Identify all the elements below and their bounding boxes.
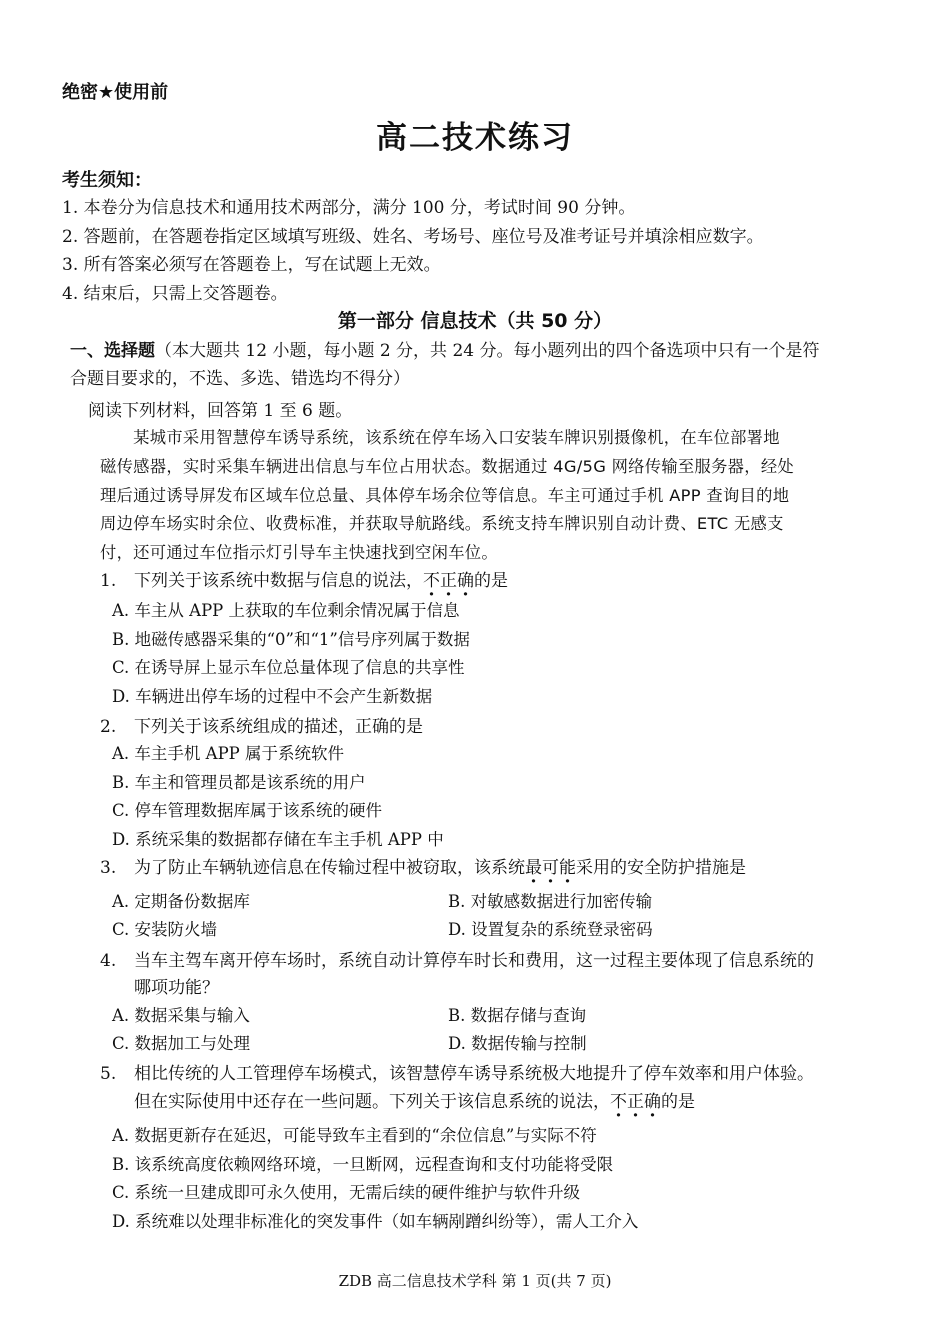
- notice-item: 4. 结束后，只需上交答题卷。: [62, 284, 288, 304]
- question-number: 5.: [100, 1064, 117, 1084]
- question-1-stem: [100, 566, 508, 591]
- option-d: D. 数据传输与控制: [448, 1034, 587, 1053]
- option-d: D. 车辆进出停车场的过程中不会产生新数据: [112, 687, 433, 706]
- emphasis-char: 确: [644, 1092, 661, 1112]
- option-b: B. 地磁传感器采集的“0”和“1”信号序列属于数据: [112, 630, 470, 649]
- question-text: 采用的安全防护措施是: [576, 858, 746, 878]
- page-footer: ZDB 高二信息技术学科 第 1 页(共 7 页): [338, 1272, 612, 1290]
- question-text: 下列关于该系统中数据与信息的说法，: [134, 571, 423, 591]
- material-line: 周边停车场实时余位、收费标准，并获取导航路线。系统支持车牌识别自动计费、ETC 无感支: [100, 514, 784, 533]
- question-5-stem-cont: [134, 1087, 695, 1112]
- question-text: 为了防止车辆轨迹信息在传输过程中被窃取，该系统: [134, 858, 525, 878]
- question-text: 相比传统的人工管理停车场模式，该智慧停车诱导系统极大地提升了停车效率和用户体验。: [134, 1064, 814, 1084]
- question-text: 下列关于该系统组成的描述，正确的是: [134, 717, 423, 737]
- emphasis-char: 正: [627, 1092, 644, 1112]
- question-number: 4.: [100, 951, 117, 971]
- notice-item: 2. 答题前，在答题卷指定区域填写班级、姓名、考场号、座位号及准考证号并填涂相应数字。: [62, 227, 764, 247]
- question-3-stem: [100, 853, 746, 878]
- option-d: D. 系统难以处理非标准化的突发事件（如车辆剐蹭纠纷等），需人工介入: [112, 1212, 639, 1231]
- option-b: B. 数据存储与查询: [448, 1006, 587, 1025]
- option-a: A. 数据更新存在延迟，可能导致车主看到的“余位信息”与实际不符: [112, 1126, 597, 1145]
- confidential-label: 绝密★使用前: [62, 82, 169, 103]
- question-2-stem: [100, 712, 423, 737]
- option-c: C. 停车管理数据库属于该系统的硬件: [112, 801, 383, 820]
- question-text: 当车主驾车离开停车场时，系统自动计算停车时长和费用，这一过程主要体现了信息系统的: [134, 951, 814, 971]
- section-label: 一、选择题: [70, 341, 155, 361]
- emphasis-char: 不: [610, 1092, 627, 1112]
- option-b: B. 对敏感数据进行加密传输: [448, 892, 653, 911]
- option-c: C. 系统一旦建成即可永久使用，无需后续的硬件维护与软件升级: [112, 1183, 581, 1202]
- question-text: 的是: [661, 1092, 695, 1112]
- emphasis-char: 可: [542, 858, 559, 878]
- emphasis-text: [610, 1092, 661, 1112]
- emphasis-text: [423, 571, 474, 591]
- material-line: 付，还可通过车位指示灯引导车主快速找到空闲车位。: [100, 543, 498, 562]
- emphasis-char: 确: [457, 571, 474, 591]
- emphasis-char: 正: [440, 571, 457, 591]
- question-number: 2.: [100, 717, 117, 737]
- section-description: （本大题共 12 小题，每小题 2 分，共 24 分。每小题列出的四个备选项中只有一个是符: [155, 341, 820, 361]
- option-b: B. 该系统高度依赖网络环境，一旦断网，远程查询和支付功能将受限: [112, 1155, 614, 1174]
- emphasis-char: 能: [559, 858, 576, 878]
- material-line: 理后通过诱导屏发布区域车位总量、具体停车场余位等信息。车主可通过手机 APP 查询目的地: [100, 486, 790, 505]
- option-a: A. 车主手机 APP 属于系统软件: [112, 744, 345, 763]
- emphasis-char: 不: [423, 571, 440, 591]
- section-heading: [70, 336, 820, 361]
- option-a: A. 数据采集与输入: [112, 1006, 250, 1025]
- emphasis-text: [525, 858, 576, 878]
- option-c: C. 在诱导屏上显示车位总量体现了信息的共享性: [112, 658, 465, 677]
- emphasis-char: 最: [525, 858, 542, 878]
- option-d: D. 系统采集的数据都存储在车主手机 APP 中: [112, 830, 444, 849]
- option-c: C. 数据加工与处理: [112, 1034, 251, 1053]
- material-line: 某城市采用智慧停车诱导系统，该系统在停车场入口安装车牌识别摄像机，在车位部署地: [100, 428, 780, 447]
- option-a: A. 车主从 APP 上获取的车位剩余情况属于信息: [112, 601, 460, 620]
- option-c: C. 安装防火墙: [112, 920, 218, 939]
- material-line: 磁传感器，实时采集车辆进出信息与车位占用状态。数据通过 4G/5G 网络传输至服务器，经处: [100, 457, 794, 476]
- question-number: 1.: [100, 571, 117, 591]
- notice-heading: 考生须知：: [62, 170, 152, 191]
- notice-item: 1. 本卷分为信息技术和通用技术两部分，满分 100 分，考试时间 90 分钟。: [62, 198, 636, 218]
- question-number: 3.: [100, 858, 117, 878]
- page-title: 高二技术练习: [376, 120, 574, 156]
- read-instruction: 阅读下列材料，回答第 1 至 6 题。: [88, 401, 353, 421]
- question-4-stem-cont: 哪项功能？: [134, 978, 219, 998]
- option-a: A. 定期备份数据库: [112, 892, 250, 911]
- question-4-stem: [100, 946, 814, 971]
- notice-item: 3. 所有答案必须写在答题卷上，写在试题上无效。: [62, 255, 441, 275]
- question-text: 但在实际使用中还存在一些问题。下列关于该信息系统的说法，: [134, 1092, 610, 1112]
- part-title: 第一部分 信息技术（共 50 分）: [337, 310, 613, 332]
- question-5-stem: [100, 1059, 814, 1084]
- question-text: 的是: [474, 571, 508, 591]
- section-description-cont: 合题目要求的，不选、多选、错选均不得分）: [70, 369, 410, 389]
- option-d: D. 设置复杂的系统登录密码: [448, 920, 653, 939]
- option-b: B. 车主和管理员都是该系统的用户: [112, 773, 366, 792]
